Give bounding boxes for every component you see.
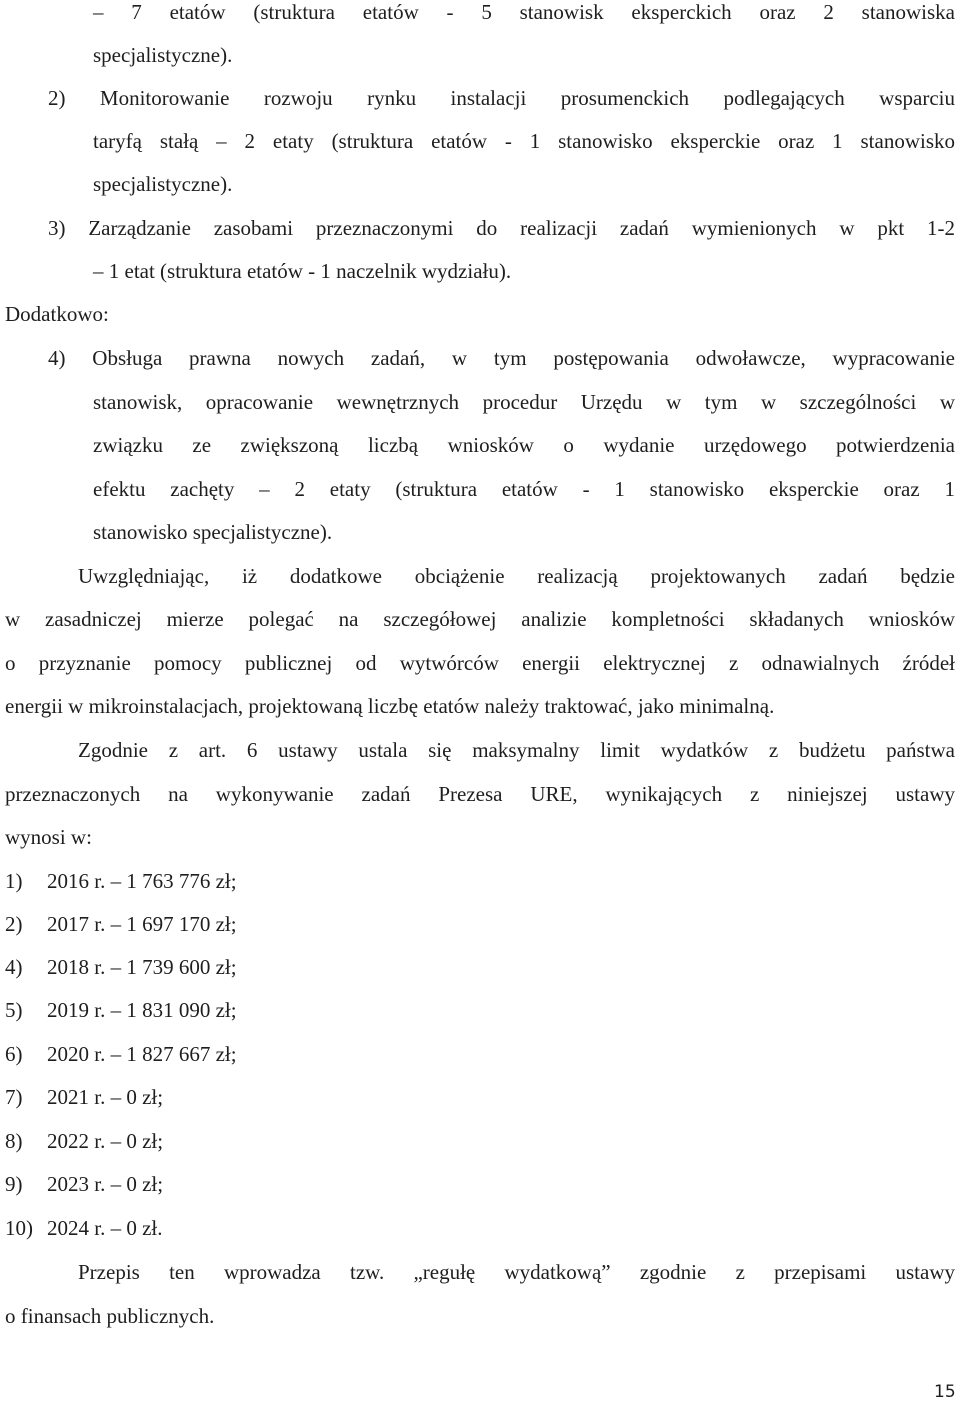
limit-item: [5, 869, 237, 893]
paragraph-line: energii w mikroinstalacjach, projektowaną liczbę etatów należy traktować, jako minimalną.: [5, 694, 775, 718]
limit-item: [5, 955, 237, 979]
section-label: Dodatkowo:: [5, 302, 109, 326]
limit-item: [5, 1172, 163, 1196]
limit-number: 6): [5, 1042, 23, 1066]
paragraph-line: o finansach publicznych.: [5, 1304, 215, 1328]
limit-item: [5, 912, 237, 936]
limit-text: 2023 r. – 0 zł;: [47, 1172, 164, 1196]
limit-number: 8): [5, 1129, 23, 1153]
limit-item: [5, 1085, 163, 1109]
text-line: związku ze zwiększoną liczbą wniosków o wydanie urzędowego potwierdzenia: [93, 433, 955, 457]
list-item-3: 3) Zarządzanie zasobami przeznaczonymi do realizacji zadań wymienionych w pkt 1-2: [48, 216, 955, 240]
limit-number: 5): [5, 998, 23, 1022]
paragraph-line: w zasadniczej mierze polegać na szczegółowej analizie kompletności składanych wniosków: [5, 607, 955, 631]
limit-text: 2019 r. – 1 831 090 zł;: [47, 998, 237, 1022]
paragraph-line: przeznaczonych na wykonywanie zadań Prezesa URE, wynikających z niniejszej ustawy: [5, 782, 955, 806]
paragraph-line: Przepis ten wprowadza tzw. „regułę wydatkową” zgodnie z przepisami ustawy: [78, 1260, 955, 1284]
limit-text: 2022 r. – 0 zł;: [47, 1129, 164, 1153]
limit-number: 1): [5, 869, 23, 893]
paragraph-line: wynosi w:: [5, 825, 92, 849]
limit-number: 4): [5, 955, 23, 979]
limit-text: 2024 r. – 0 zł.: [47, 1216, 163, 1240]
paragraph-line: o przyznanie pomocy publicznej od wytwórców energii elektrycznej z odnawialnych źródeł: [5, 651, 955, 675]
limit-item: [5, 1216, 163, 1240]
limit-text: 2020 r. – 1 827 667 zł;: [47, 1042, 237, 1066]
limit-text: 2017 r. – 1 697 170 zł;: [47, 912, 237, 936]
list-item-2: 2) Monitorowanie rozwoju rynku instalacji prosumenckich podlegających wsparciu: [48, 86, 955, 110]
limit-number: 7): [5, 1085, 23, 1109]
limit-number: 2): [5, 912, 23, 936]
text-line: stanowisko specjalistyczne).: [93, 520, 333, 544]
limit-item: [5, 998, 237, 1022]
limit-item: [5, 1042, 237, 1066]
limit-text: 2016 r. – 1 763 776 zł;: [47, 869, 237, 893]
limit-number: 10): [5, 1216, 33, 1240]
limit-number: 9): [5, 1172, 23, 1196]
text-line: – 7 etatów (struktura etatów - 5 stanowisk eksperckich oraz 2 stanowiska: [93, 0, 955, 24]
text-line: specjalistyczne).: [93, 172, 233, 196]
limit-text: 2018 r. – 1 739 600 zł;: [47, 955, 237, 979]
limit-text: 2021 r. – 0 zł;: [47, 1085, 164, 1109]
limit-item: [5, 1129, 163, 1153]
page-number: 15: [934, 1382, 956, 1402]
paragraph-line: Uwzględniając, iż dodatkowe obciążenie realizacją projektowanych zadań będzie: [78, 564, 955, 588]
text-line: specjalistyczne).: [93, 43, 233, 67]
text-line: taryfą stałą – 2 etaty (struktura etatów - 1 stanowisko eksperckie oraz 1 stanowisko: [93, 129, 955, 153]
text-line: – 1 etat (struktura etatów - 1 naczelnik wydziału).: [93, 259, 512, 283]
paragraph-line: Zgodnie z art. 6 ustawy ustala się maksymalny limit wydatków z budżetu państwa: [78, 738, 955, 762]
text-line: efektu zachęty – 2 etaty (struktura etatów - 1 stanowisko eksperckie oraz 1: [93, 477, 955, 501]
text-line: stanowisk, opracowanie wewnętrznych procedur Urzędu w tym w szczególności w: [93, 390, 955, 414]
list-item-4: 4) Obsługa prawna nowych zadań, w tym postępowania odwoławcze, wypracowanie: [48, 346, 955, 370]
